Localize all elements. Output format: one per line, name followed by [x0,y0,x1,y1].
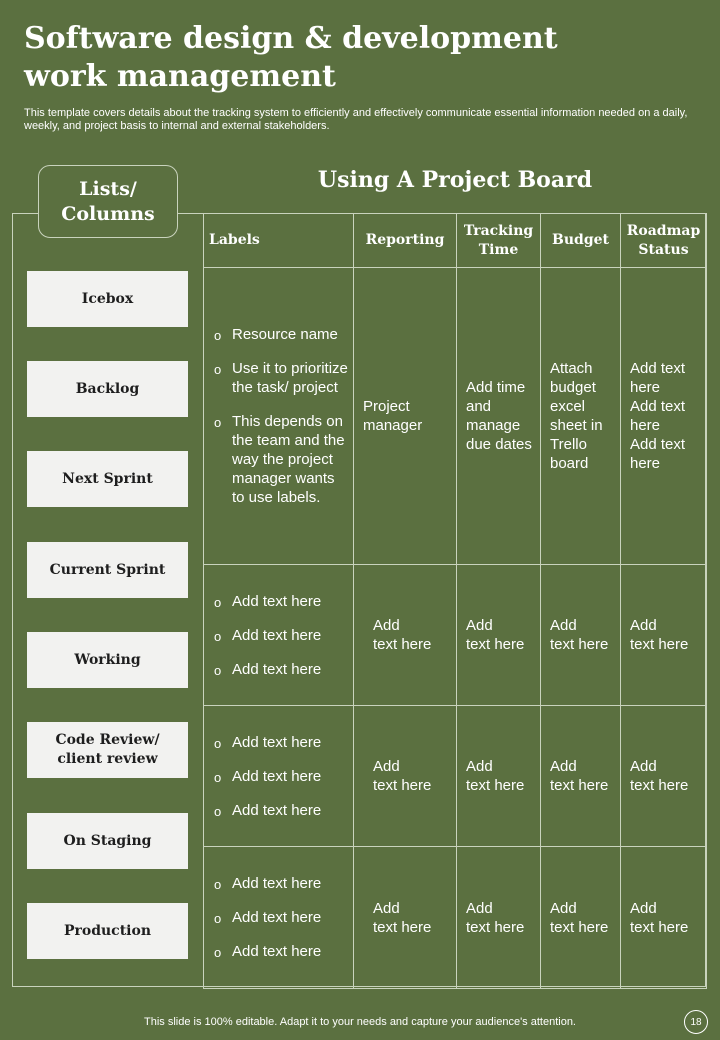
labels-list [204,592,353,679]
labels-cell [204,706,354,847]
table-row [204,268,707,565]
roadmap-text: Add text here Add text here Add text here [630,360,686,472]
reporting-text: Project manager [363,398,423,434]
tracking-cell [457,706,541,847]
table-header-row [204,214,707,268]
budget-text: Add text here [550,899,609,936]
tracking-cell [457,565,541,706]
reporting-text: Add text here [373,758,432,794]
labels-list [204,874,353,961]
reporting-cell [354,847,457,989]
page-number: 18 [690,1016,702,1028]
budget-cell [541,706,621,847]
list-item: o Add text here [214,801,350,820]
table-row [204,565,707,706]
reporting-text: Add text here [373,617,432,653]
roadmap-cell [621,268,707,565]
budget-cell [541,847,621,989]
lists-heading: Lists/ Columns [61,177,155,225]
list-item: o Use it to prioritize the task/ project [214,359,350,397]
list-item-current-sprint[interactable]: Current Sprint [27,542,188,598]
column-header-roadmap-status: Roadmap Status [621,214,707,268]
list-item: o This depends on the team and the way the project manager wants to use labels. [214,412,350,507]
roadmap-cell [621,847,707,989]
budget-text: Attach budget excel sheet in Trello board [550,360,603,472]
budget-cell [541,565,621,706]
budget-text: Add text here [550,758,609,794]
list-item-production[interactable]: Production [27,903,188,959]
column-header-tracking-time: Tracking Time [457,214,541,268]
page-title: Software design & development work management [24,21,558,94]
reporting-cell [354,268,457,565]
list-item-working[interactable]: Working [27,632,188,688]
tracking-text: Add text here [466,617,525,653]
list-item: o Add text here [214,660,350,679]
list-item-on-staging[interactable]: On Staging [27,813,188,869]
list-item: o Add text here [214,592,350,611]
tracking-text: Add text here [466,899,525,936]
budget-cell [541,268,621,565]
project-board-table [203,213,707,989]
board-title: Using A Project Board [317,167,593,193]
column-header-labels: Labels [204,214,354,268]
tracking-cell [457,268,541,565]
column-header-budget: Budget [541,214,621,268]
labels-cell [204,268,354,565]
list-item: o Resource name [214,325,350,344]
footer-text: This slide is 100% editable. Adapt it to your needs and capture your audience's attention. [144,1016,576,1028]
column-header-reporting: Reporting [354,214,457,268]
roadmap-text: Add text here [630,899,689,936]
roadmap-text: Add text here [630,617,689,653]
tracking-cell [457,847,541,989]
reporting-cell [354,565,457,706]
tracking-text: Add text here [466,758,525,794]
list-item: o Add text here [214,908,350,927]
list-item: o Add text here [214,626,350,645]
roadmap-text: Add text here [630,758,689,794]
labels-list [204,325,353,507]
lists-heading-box [38,165,178,238]
list-item: o Add text here [214,874,350,893]
list-item-code-review[interactable]: Code Review/ client review [27,722,188,778]
tracking-text: Add time and manage due dates [466,379,532,453]
list-item-next-sprint[interactable]: Next Sprint [27,451,188,507]
roadmap-cell [621,706,707,847]
reporting-cell [354,706,457,847]
page-number-badge [684,1010,708,1034]
reporting-text: Add text here [373,899,432,936]
budget-text: Add text here [550,617,609,653]
table-row [204,706,707,847]
list-item-backlog[interactable]: Backlog [27,361,188,417]
page-subtitle: This template covers details about the tracking system to efficiently and effectively communicate essential information needed on a daily, weekly, and project basis to internal and external stakeholders. [24,107,688,132]
table-row [204,847,707,989]
labels-list [204,733,353,820]
labels-cell [204,565,354,706]
list-item: o Add text here [214,767,350,786]
labels-cell [204,847,354,989]
roadmap-cell [621,565,707,706]
list-item: o Add text here [214,942,350,961]
list-item: o Add text here [214,733,350,752]
list-item-icebox[interactable]: Icebox [27,271,188,327]
